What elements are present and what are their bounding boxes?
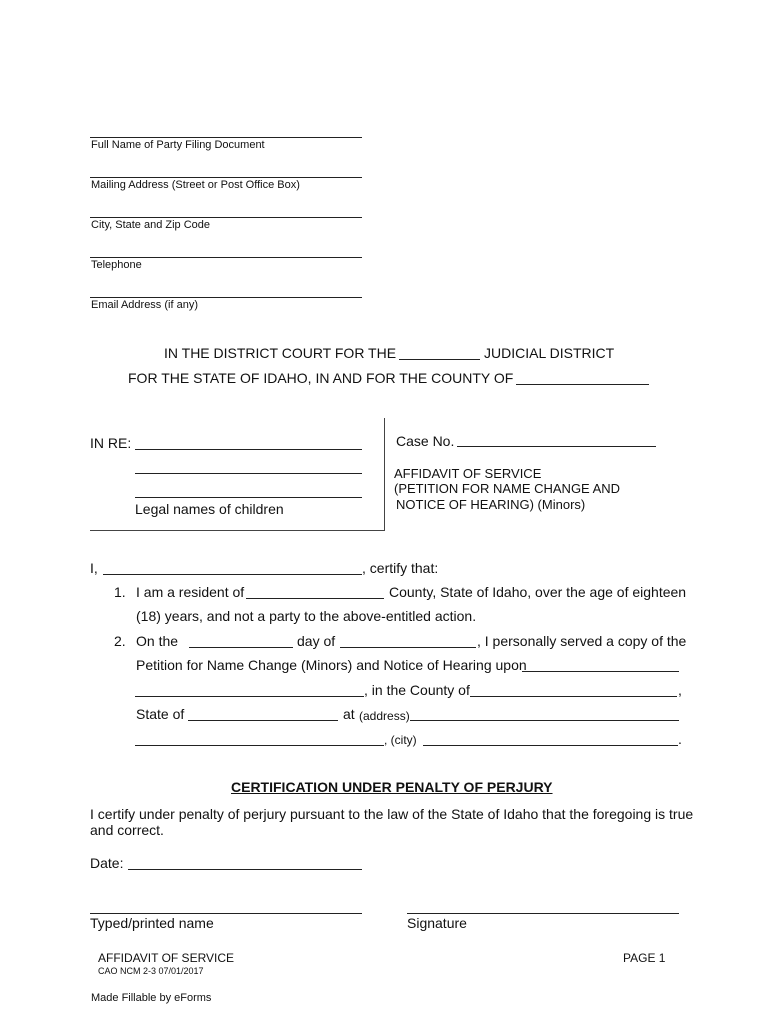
state-of-label: State of: [136, 706, 185, 722]
item-2-text-a: On the: [136, 633, 179, 649]
child-name-field-1[interactable]: [135, 449, 362, 450]
court-line-1-suffix: JUDICIAL DISTRICT: [484, 345, 615, 361]
comma-1: ,: [678, 682, 682, 698]
i-label: I,: [90, 560, 98, 576]
signature-label: Signature: [407, 915, 467, 931]
judicial-district-field[interactable]: [399, 359, 480, 360]
served-party-field-2[interactable]: [135, 696, 364, 697]
caption-divider-horizontal: [90, 530, 385, 531]
address-label: (address): [359, 709, 410, 723]
served-party-field[interactable]: [522, 671, 679, 672]
court-line-1-prefix: IN THE DISTRICT COURT FOR THE: [164, 345, 397, 361]
certification-text-2: and correct.: [90, 822, 164, 838]
affiant-name-field[interactable]: [103, 574, 362, 575]
certification-heading: CERTIFICATION UNDER PENALTY OF PERJURY: [231, 779, 553, 795]
footer-form-title: AFFIDAVIT OF SERVICE: [98, 951, 235, 965]
item-2-text-c: , I personally served a copy of the: [477, 633, 687, 649]
served-address-field-2[interactable]: [135, 745, 384, 746]
children-label: Legal names of children: [135, 501, 284, 517]
city-state-zip-field[interactable]: [90, 217, 362, 218]
telephone-field[interactable]: [90, 257, 362, 258]
made-fillable-label: Made Fillable by eForms: [91, 992, 212, 1004]
service-day-field[interactable]: [189, 647, 293, 648]
in-re-label: IN RE:: [90, 435, 132, 451]
footer-page-number: PAGE 1: [623, 951, 666, 965]
footer-form-code: CAO NCM 2-3 07/01/2017: [98, 966, 204, 976]
item-1-number: 1.: [114, 584, 126, 600]
certify-that-label: , certify that:: [362, 560, 439, 576]
email-label: Email Address (if any): [91, 299, 198, 311]
item-2-text-e: , in the County of: [364, 682, 470, 698]
item-2-number: 2.: [114, 633, 126, 649]
date-field[interactable]: [128, 869, 362, 870]
city-state-zip-label: City, State and Zip Code: [91, 219, 211, 231]
typed-name-label: Typed/printed name: [90, 915, 214, 931]
typed-name-field[interactable]: [90, 913, 362, 914]
doc-title-line-1: AFFIDAVIT OF SERVICE: [394, 466, 542, 481]
at-label: at: [343, 706, 355, 722]
full-name-field[interactable]: [90, 137, 362, 138]
item-2-text-d: Petition for Name Change (Minors) and Notice of Hearing upon: [136, 657, 527, 673]
county-field[interactable]: [516, 384, 649, 385]
full-name-label: Full Name of Party Filing Document: [91, 139, 265, 151]
served-address-field[interactable]: [410, 720, 679, 721]
mailing-address-field[interactable]: [90, 177, 362, 178]
item-2-text-b: day of: [297, 633, 336, 649]
telephone-label: Telephone: [91, 259, 142, 271]
certification-text-1: I certify under penalty of perjury pursuant to the law of the State of Idaho that the foregoing is true: [90, 806, 694, 822]
item-1-text-a: I am a resident of: [136, 584, 245, 600]
city-label: , (city): [384, 733, 417, 747]
child-name-field-2[interactable]: [135, 473, 362, 474]
caption-divider-vertical: [384, 418, 385, 530]
service-month-field[interactable]: [340, 647, 476, 648]
email-field[interactable]: [90, 297, 362, 298]
signature-field[interactable]: [407, 913, 679, 914]
served-state-field[interactable]: [188, 720, 338, 721]
child-name-field-3[interactable]: [135, 497, 362, 498]
item-1-text-c: (18) years, and not a party to the above-entitled action.: [136, 608, 477, 624]
case-no-label: Case No.: [396, 433, 455, 449]
item-1-text-b: County, State of Idaho, over the age of eighteen: [389, 584, 687, 600]
served-county-field[interactable]: [470, 696, 677, 697]
doc-title-line-2: (PETITION FOR NAME CHANGE AND: [394, 481, 621, 496]
date-label: Date:: [90, 855, 124, 871]
served-city-field[interactable]: [423, 745, 678, 746]
case-no-field[interactable]: [457, 446, 656, 447]
mailing-address-label: Mailing Address (Street or Post Office Box): [91, 179, 300, 191]
doc-title-line-3: NOTICE OF HEARING) (Minors): [396, 497, 586, 512]
resident-county-field[interactable]: [246, 598, 384, 599]
period: .: [678, 731, 682, 747]
court-line-2-prefix: FOR THE STATE OF IDAHO, IN AND FOR THE COUNTY OF: [128, 370, 514, 386]
